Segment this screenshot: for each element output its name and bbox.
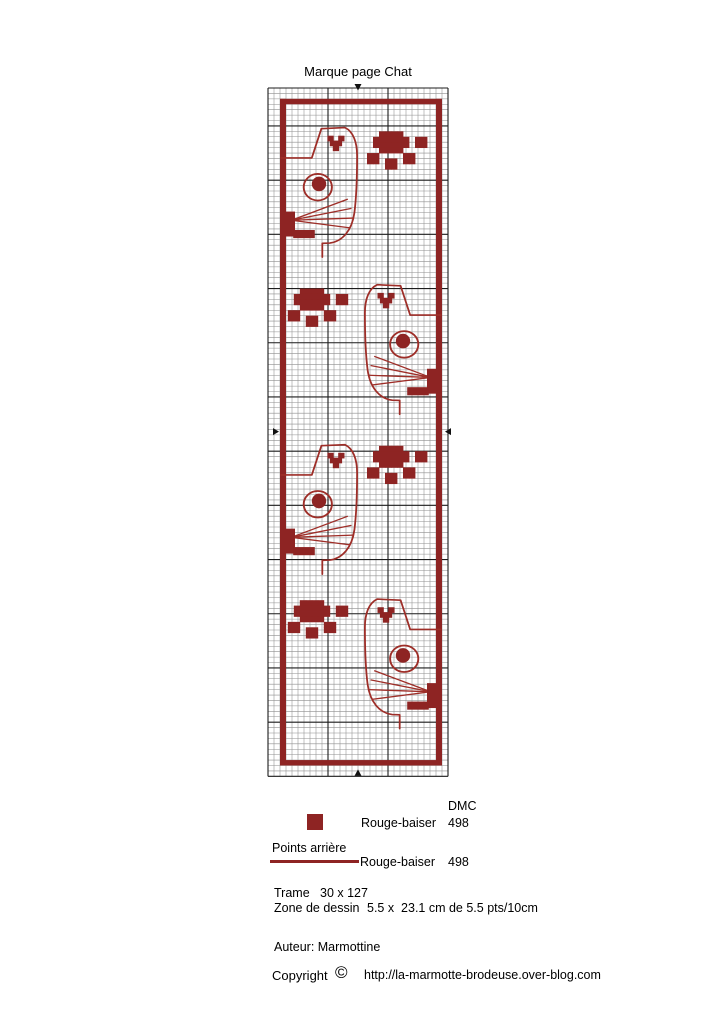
backstitch-color-name: Rouge-baiser [360, 855, 436, 869]
grid-minor-lines [268, 88, 448, 776]
cat-motif [365, 599, 442, 729]
copyright-label: Copyright [272, 968, 328, 983]
cross-stitch-color-name: Rouge-baiser [361, 816, 437, 830]
copyright-url: http://la-marmotte-brodeuse.over-blog.com [364, 968, 601, 982]
backstitch-color-code: 498 [448, 855, 469, 869]
bookmark-border [280, 99, 442, 766]
author-line: Auteur: Marmottine [274, 940, 381, 954]
trame-label: Trame [274, 886, 310, 900]
trame-value: 30 x 127 [320, 886, 368, 900]
stitch-chart [254, 78, 466, 780]
center-marker-arrows [273, 84, 451, 776]
backstitch-line-sample [270, 860, 359, 863]
zone-value: 5.5 x 23.1 cm de 5.5 pts/10cm [367, 901, 538, 915]
backstitch-section-title: Points arrière [272, 841, 347, 855]
cat-motif [280, 445, 357, 575]
center-marker-left-icon [273, 428, 279, 435]
zone-label: Zone de dessin [274, 901, 360, 915]
legend-dmc-header: DMC [448, 799, 477, 813]
center-marker-bottom-icon [355, 769, 362, 776]
cat-motif [280, 128, 357, 258]
cross-stitch-swatch [307, 814, 323, 830]
cat-motif [365, 285, 442, 415]
copyright-icon: © [335, 963, 348, 982]
center-marker-top-icon [355, 84, 362, 91]
cross-stitch-color-code: 498 [448, 816, 469, 830]
page-title: Marque page Chat [304, 64, 412, 79]
